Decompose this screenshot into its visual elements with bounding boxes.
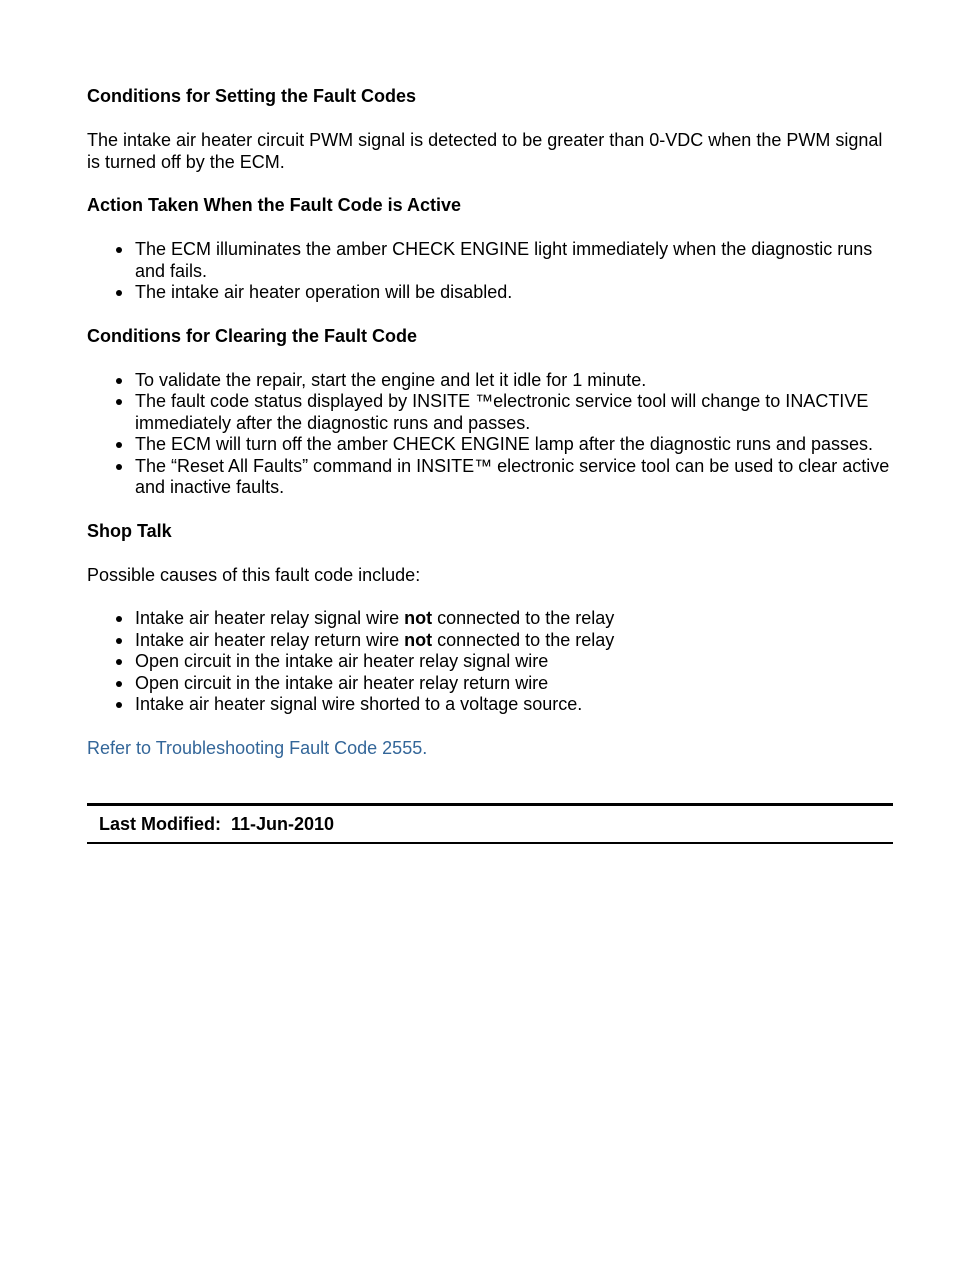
bullet-icon (116, 247, 122, 253)
list-item (87, 651, 893, 673)
list-item-text: The intake air heater operation will be disabled. (135, 282, 513, 302)
bullet-icon (116, 464, 122, 470)
heading-shop-talk: Shop Talk (87, 520, 172, 541)
bullet-icon (116, 399, 122, 405)
bullet-icon (116, 659, 122, 665)
bullet-icon (116, 702, 122, 708)
list-item-text: The ECM will turn off the amber CHECK ENGINE lamp after the diagnostic runs and passes. (135, 434, 873, 454)
list-item (87, 630, 893, 652)
list-item (87, 694, 893, 716)
shop-talk-intro: Possible causes of this fault code include: (87, 564, 421, 585)
troubleshooting-link[interactable]: Refer to Troubleshooting Fault Code 2555. (87, 737, 428, 758)
action-list (87, 239, 893, 304)
list-item-text: The “Reset All Faults” command in INSITE™ electronic service tool can be used to clear active and inactive faults. (135, 455, 890, 497)
list-item (87, 434, 893, 456)
list-item (87, 239, 893, 282)
cause-text-tail: connected to the relay (432, 629, 615, 650)
list-item (87, 456, 893, 499)
bullet-icon (116, 616, 122, 622)
list-item-text: The fault code status displayed by INSITE ™electronic service tool will change to INACTIVE immediately after the diagnostic runs and passes. (135, 391, 869, 433)
emphasis-text: not (404, 629, 433, 650)
cause-text: Intake air heater relay return wire (135, 629, 405, 650)
bullet-icon (116, 681, 122, 687)
clearing-list (87, 370, 893, 499)
list-item (87, 673, 893, 695)
heading-setting-conditions: Conditions for Setting the Fault Codes (87, 86, 416, 106)
cause-text-tail: connected to the relay (432, 608, 615, 628)
list-item-text: To validate the repair, start the engine and let it idle for 1 minute. (135, 369, 647, 390)
cause-text: Open circuit in the intake air heater relay return wire (135, 672, 549, 693)
list-item (87, 391, 893, 434)
causes-list (87, 608, 893, 716)
last-modified-bar (87, 803, 893, 844)
emphasis-text: not (404, 608, 433, 628)
heading-action-taken: Action Taken When the Fault Code is Active (87, 195, 462, 215)
list-item (87, 608, 893, 630)
cause-text: Open circuit in the intake air heater relay signal wire (135, 651, 549, 671)
bullet-icon (116, 290, 122, 296)
cause-text: Intake air heater relay signal wire (135, 608, 405, 628)
bullet-icon (116, 378, 122, 384)
setting-conditions-text: The intake air heater circuit PWM signal is detected to be greater than 0-VDC when the PWM signal is turned off by the ECM. (87, 130, 883, 172)
list-item-text: The ECM illuminates the amber CHECK ENGINE light immediately when the diagnostic runs and fails. (135, 239, 873, 281)
document-body (87, 86, 893, 759)
last-modified-label: Last Modified: 11-Jun-2010 (99, 814, 335, 834)
heading-clearing-conditions: Conditions for Clearing the Fault Code (87, 325, 417, 346)
bullet-icon (116, 638, 122, 644)
list-item (87, 282, 893, 304)
cause-text: Intake air heater signal wire shorted to a voltage source. (135, 694, 583, 714)
bullet-icon (116, 442, 122, 448)
list-item (87, 370, 893, 392)
